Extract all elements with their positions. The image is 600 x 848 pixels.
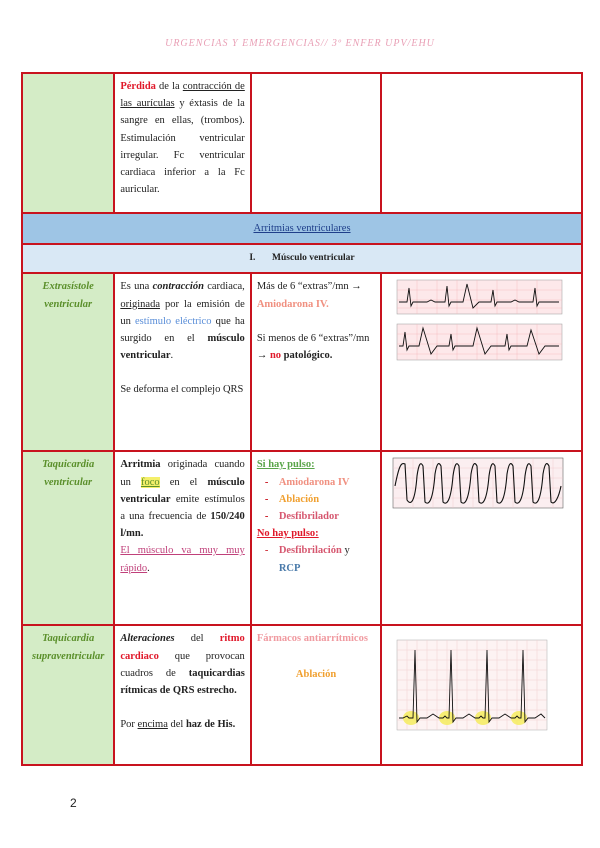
text: del: [167, 719, 186, 731]
text: El músculo va muy muy rápido: [120, 545, 245, 574]
ecg-supraventricular-tachycardia-image: [387, 636, 569, 736]
text: Fármacos antiarrítmicos: [256, 633, 368, 645]
text: contracción: [152, 281, 204, 293]
name-cell: Taquicardia supraventricular: [22, 625, 114, 765]
ecg-ventricular-tachycardia-image: [387, 456, 569, 512]
description-cell: [114, 451, 250, 625]
text: 150/240 l/mn.: [120, 511, 245, 540]
text: Desfibrilación: [278, 545, 342, 557]
text: Alteraciones: [120, 633, 175, 645]
text: originada: [120, 298, 160, 310]
ecg-cell: [381, 273, 582, 451]
page-number: 2: [70, 796, 77, 810]
text: .: [147, 562, 150, 574]
text: y éxtasis de la sangre en ellas, (trombos). Estimulación ventricular irregular. Fc ventricular cardiaca inferior a la Fc auricular.: [120, 98, 245, 196]
arrhythmia-table: [21, 72, 583, 766]
text: que ha surgido en el: [120, 315, 245, 345]
text: Ablación: [295, 668, 337, 680]
list-item: [279, 542, 375, 576]
treatment-cell: [251, 451, 381, 625]
text: Amiodarona IV.: [256, 298, 329, 310]
text: por la emisión de un: [120, 298, 245, 327]
text: Se deforma el complejo QRS: [120, 384, 244, 396]
text: en el: [159, 476, 208, 488]
text: Pérdida: [120, 81, 156, 92]
description-cell: [114, 273, 250, 451]
section-row: [22, 213, 582, 244]
text: RCP: [278, 562, 301, 574]
subsection-label: Músculo ventricular: [272, 253, 355, 264]
text: de la: [155, 81, 183, 92]
ecg-cell: [381, 451, 582, 625]
ecg-cell: [381, 73, 582, 213]
text: encima: [137, 719, 168, 731]
list-item: - Amiodarona IV: [279, 474, 375, 491]
name-cell: [22, 73, 114, 213]
text: Arritmia: [120, 459, 161, 471]
table-row: [22, 451, 582, 625]
table-row: [22, 625, 582, 765]
treatment-cell: [251, 73, 381, 213]
table-row: [22, 273, 582, 451]
treatment-cell: [251, 273, 381, 451]
text: originada cuando un: [120, 459, 245, 488]
text: músculo ventricular: [120, 333, 245, 362]
text: músculo ventricular: [120, 476, 245, 505]
text: emite estímulos a una frecuencia de: [120, 493, 245, 523]
text: cardiaca,: [203, 281, 245, 293]
no-pulse-treatment-list: [257, 542, 375, 576]
text: haz de His.: [185, 719, 236, 731]
list-item: - Ablación: [279, 491, 375, 508]
text: taquicardias rítmicas de QRS estrecho.: [120, 667, 245, 697]
list-item: - Desfibrilador: [279, 508, 375, 525]
text: foco: [140, 476, 160, 488]
description-cell: [114, 625, 250, 765]
text: y: [341, 545, 350, 557]
subsection-title: [22, 244, 582, 273]
name-cell: Extrasístole ventricular: [22, 273, 114, 451]
text: Más de 6 “extras”/mn →: [256, 281, 362, 293]
text: Si menos de 6 “extras”/mn →: [256, 332, 370, 362]
text: estímulo eléctrico: [134, 315, 212, 327]
subsection-number: I.: [249, 253, 256, 264]
text: No hay pulso:: [256, 528, 319, 540]
table-row: [22, 73, 582, 213]
text: ritmo cardiaco: [120, 633, 245, 662]
treatment-cell: [251, 625, 381, 765]
text: .: [170, 350, 174, 362]
subsection-row: [22, 244, 582, 273]
text: contracción de las aurículas: [120, 81, 245, 110]
section-title: Arritmias ventriculares: [22, 213, 582, 244]
text: Si hay pulso:: [256, 459, 315, 471]
name-cell: Taquicardia ventricular: [22, 451, 114, 625]
description-cell: [114, 73, 250, 213]
text: no: [269, 350, 282, 362]
page-header: URGENCIAS Y EMERGENCIAS// 3º ENFER UPV/EHU: [165, 38, 435, 49]
text: Es una: [120, 281, 153, 293]
text: del: [174, 633, 220, 645]
text: patológico.: [281, 350, 333, 362]
ecg-cell: [381, 625, 582, 765]
pulse-treatment-list: [257, 474, 375, 526]
text: Por: [120, 719, 138, 731]
ecg-extrasystole-image: [387, 278, 569, 366]
text: que provocan cuadros de: [120, 650, 245, 679]
